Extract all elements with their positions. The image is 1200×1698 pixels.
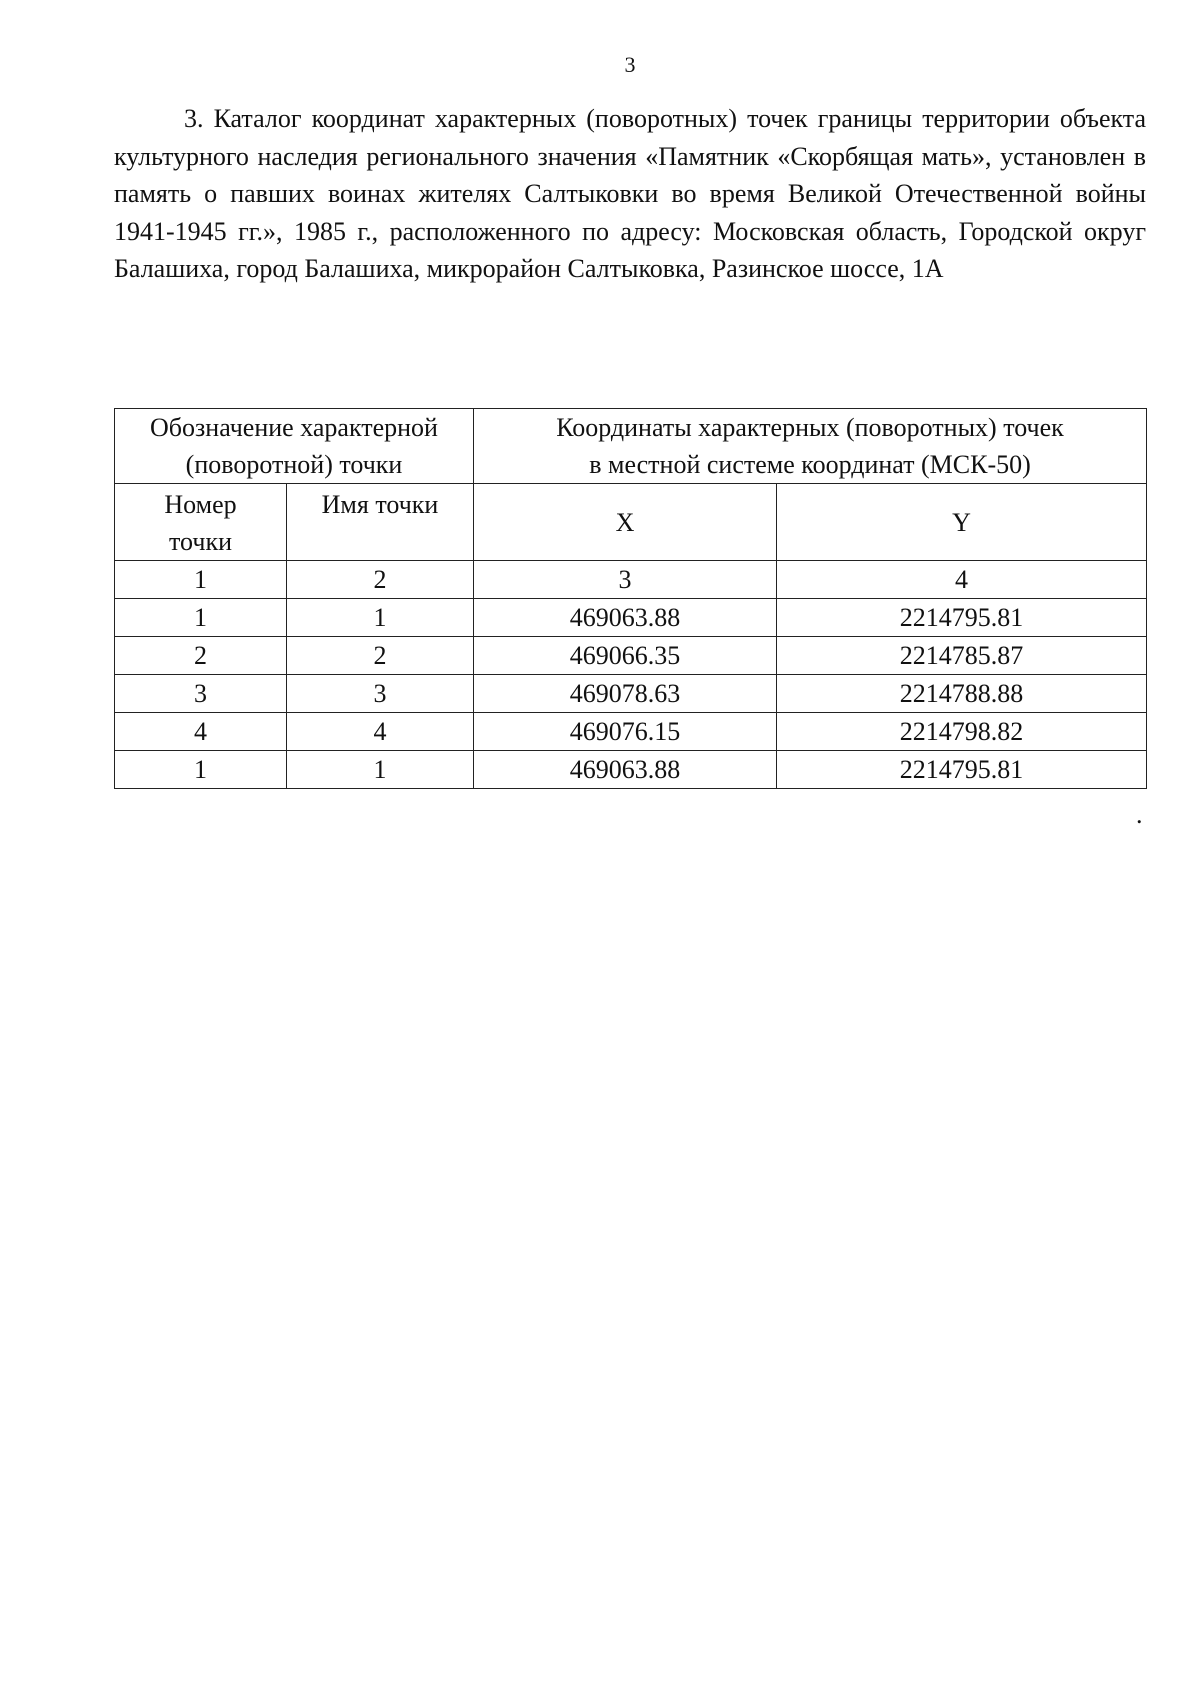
point-name-cell: 1 <box>287 751 474 789</box>
column-number-row <box>115 561 1147 599</box>
header-coordinates-line-1: Координаты характерных (поворотных) точек <box>556 413 1064 442</box>
point-number-cell: 4 <box>115 713 287 751</box>
header-coordinates-line-2: в местной системе координат (МСК-50) <box>589 450 1031 479</box>
table-header-group-row <box>115 409 1147 484</box>
point-name-cell: 3 <box>287 675 474 713</box>
y-coordinate-cell: 2214785.87 <box>777 637 1147 675</box>
col-header-point-number <box>115 484 287 561</box>
table-row <box>115 713 1147 751</box>
col-header-point-number-line-2: точки <box>169 527 232 556</box>
point-name-cell: 4 <box>287 713 474 751</box>
x-coordinate-cell: 469063.88 <box>474 751 777 789</box>
header-point-designation-line-1: Обозначение характерной <box>150 413 438 442</box>
column-number: 4 <box>777 561 1147 599</box>
header-coordinates <box>474 409 1147 484</box>
table-column-header-row <box>115 484 1147 561</box>
column-number: 1 <box>115 561 287 599</box>
page-number: 3 <box>624 52 636 77</box>
x-coordinate-cell: 469078.63 <box>474 675 777 713</box>
point-name-cell: 1 <box>287 599 474 637</box>
table-row <box>115 599 1147 637</box>
header-point-designation-line-2: (поворотной) точки <box>185 450 403 479</box>
point-number-cell: 2 <box>115 637 287 675</box>
col-header-y: Y <box>777 484 1147 561</box>
point-number-cell: 1 <box>115 599 287 637</box>
point-number-cell: 3 <box>115 675 287 713</box>
y-coordinate-cell: 2214798.82 <box>777 713 1147 751</box>
col-header-point-number-line-1: Номер <box>164 490 237 519</box>
catalog-description: 3. Каталог координат характерных (поворотных) точек границы территории объекта культурного наследия регионального значения «Памятник «Скорбящая мать», установлен в память о павших воинах жителях Салтыковки во время Великой Отечественной войны 1941-1945 гг.», 1985 г., расположенного по адресу: Московская область, Городской округ Балашиха, город Балашиха, микрорайон Салтыковка, Разинское шоссе, 1А <box>114 104 1146 283</box>
table-row <box>115 637 1147 675</box>
y-coordinate-cell: 2214795.81 <box>777 751 1147 789</box>
table-row <box>115 675 1147 713</box>
col-header-x: X <box>474 484 777 561</box>
table-row <box>115 751 1147 789</box>
coordinates-table <box>114 408 1147 789</box>
x-coordinate-cell: 469063.88 <box>474 599 777 637</box>
x-coordinate-cell: 469066.35 <box>474 637 777 675</box>
y-coordinate-cell: 2214788.88 <box>777 675 1147 713</box>
column-number: 3 <box>474 561 777 599</box>
y-coordinate-cell: 2214795.81 <box>777 599 1147 637</box>
end-mark: . <box>1136 800 1143 829</box>
col-header-point-name: Имя точки <box>287 484 474 561</box>
x-coordinate-cell: 469076.15 <box>474 713 777 751</box>
header-point-designation <box>115 409 474 484</box>
point-name-cell: 2 <box>287 637 474 675</box>
point-number-cell: 1 <box>115 751 287 789</box>
column-number: 2 <box>287 561 474 599</box>
